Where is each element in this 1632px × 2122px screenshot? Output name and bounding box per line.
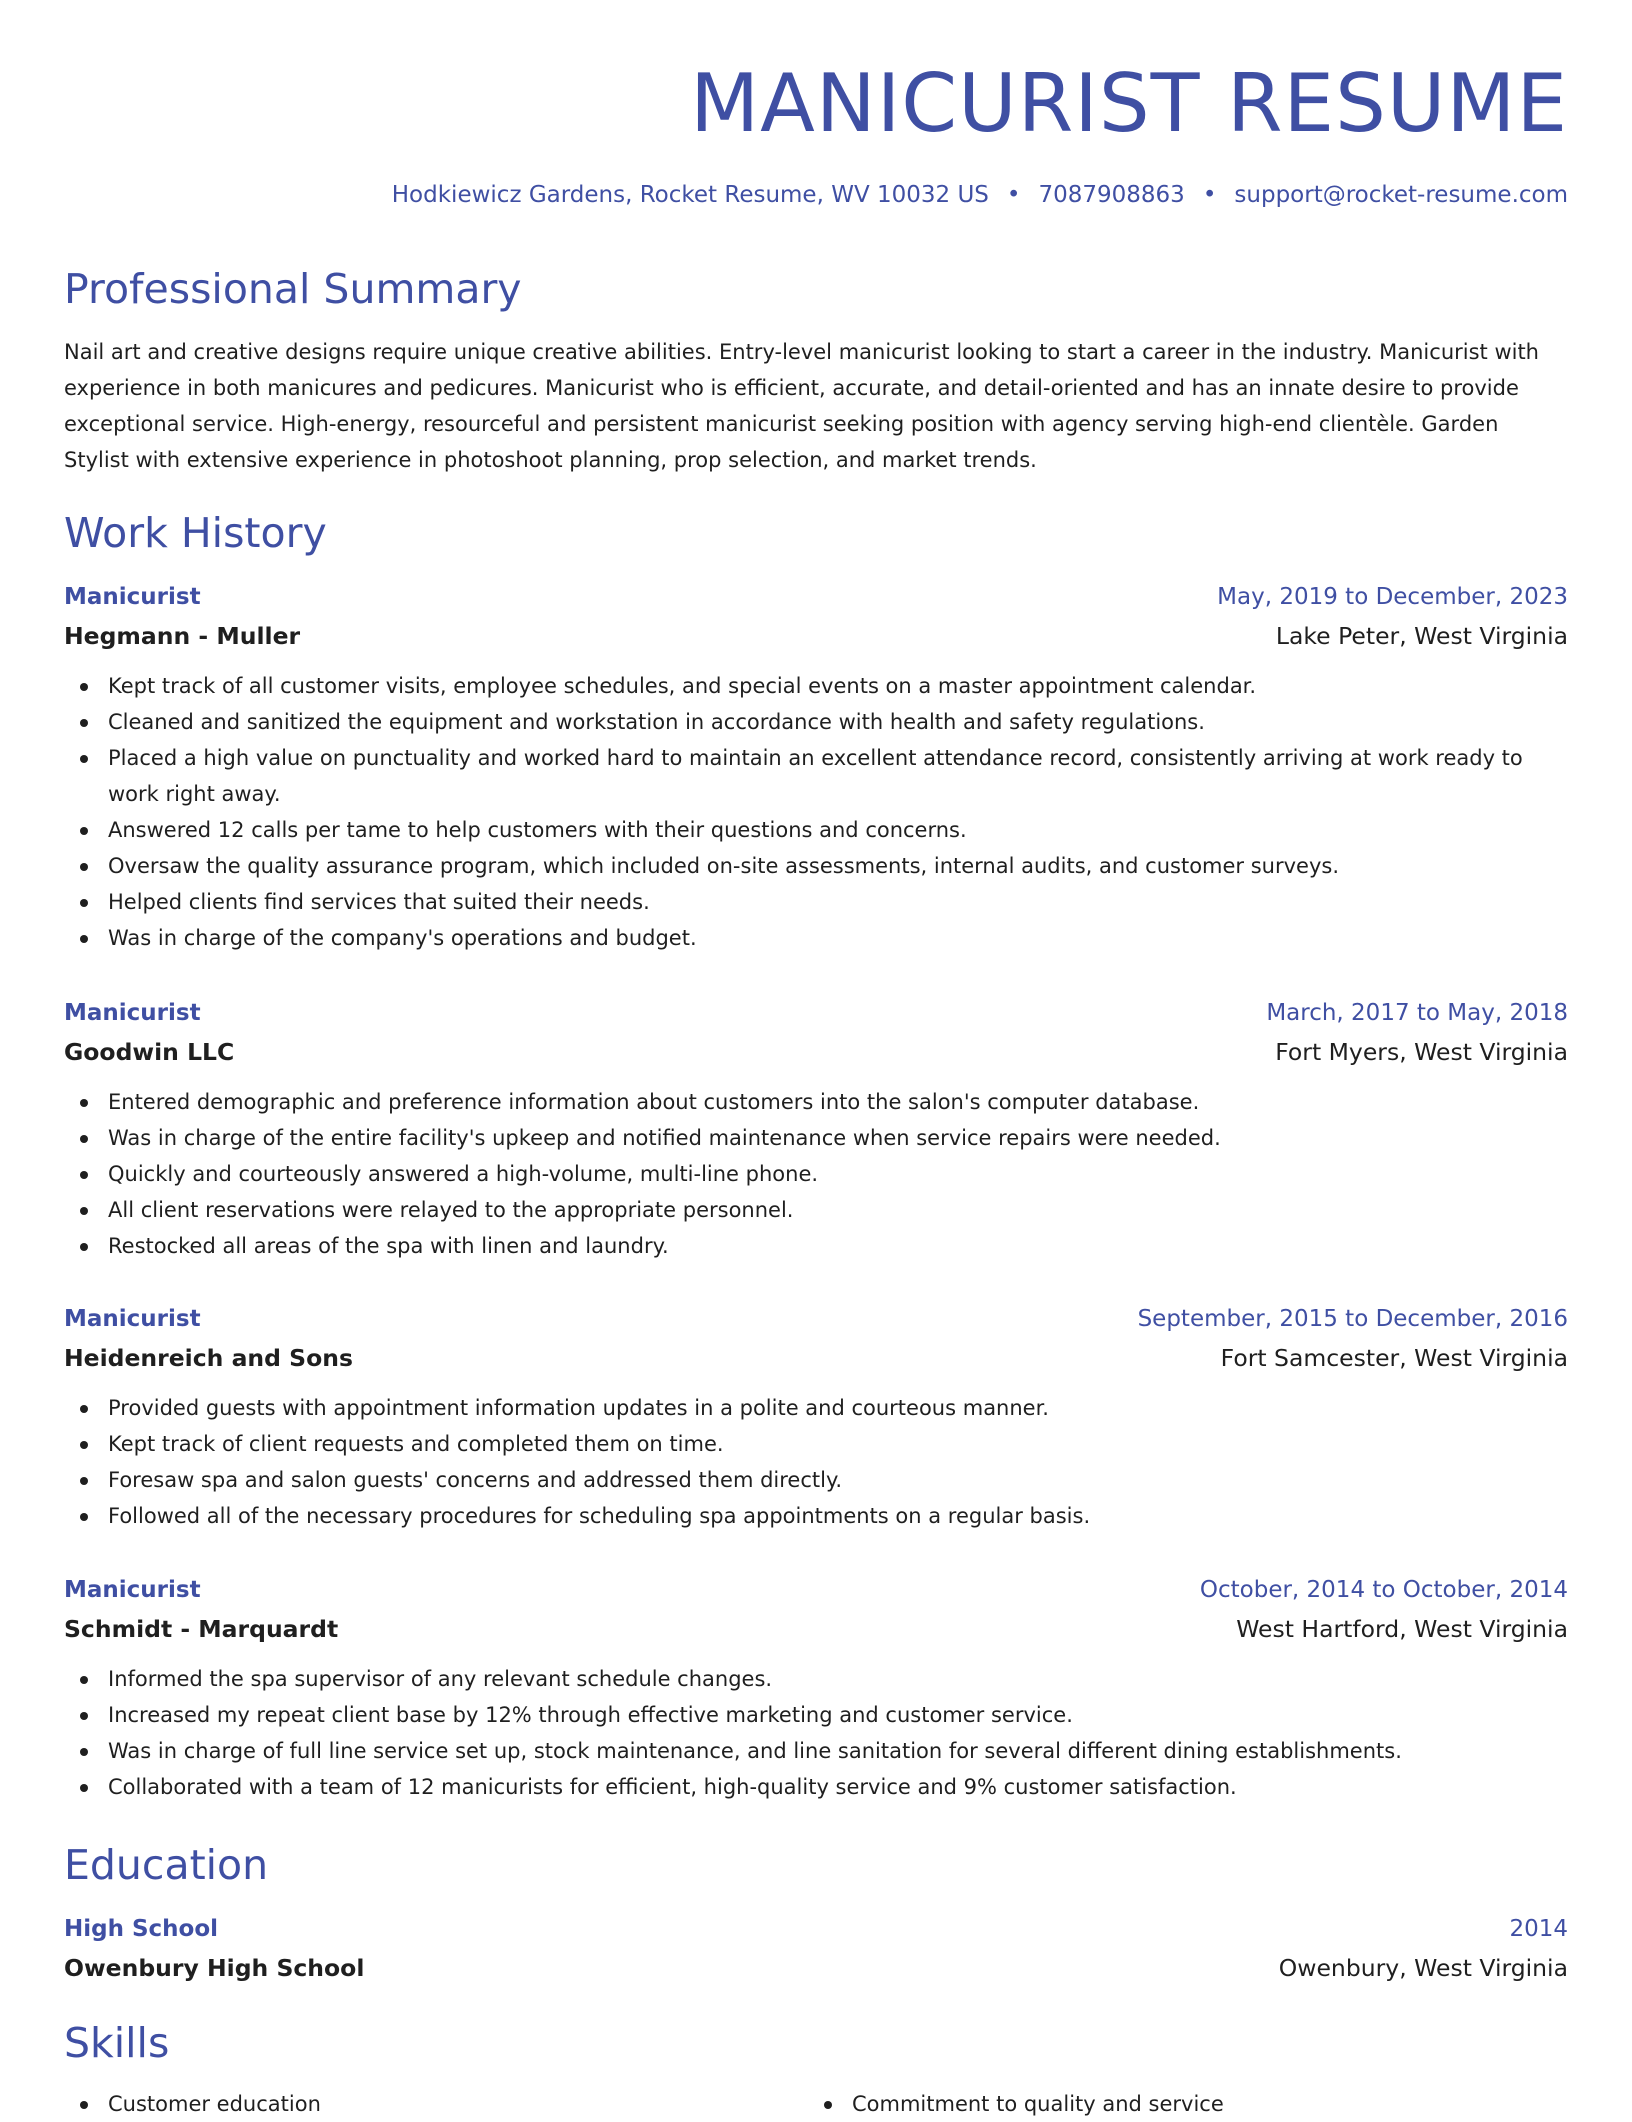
list-item: Foresaw spa and salon guests' concerns and addressed them directly.	[64, 1462, 1568, 1498]
list-item: Was in charge of full line service set up, stock maintenance, and line sanitation for several different dining establishments.	[64, 1733, 1568, 1769]
job-entry	[64, 1303, 1568, 1534]
job-location: Fort Samcester, West Virginia	[1220, 1344, 1568, 1372]
bullet-icon	[80, 1748, 88, 1756]
bullet-icon	[80, 1712, 88, 1720]
job-role: Manicurist	[64, 584, 201, 610]
skill-item: Customer education	[64, 2086, 808, 2122]
skills-column-left	[64, 2086, 808, 2122]
skills-list	[64, 2086, 1568, 2122]
job-company: Heidenreich and Sons	[64, 1344, 353, 1372]
bullet-icon	[80, 1477, 88, 1485]
list-item: Was in charge of the company's operations and budget.	[64, 920, 1568, 956]
job-location: Lake Peter, West Virginia	[1275, 622, 1568, 650]
list-item: Kept track of all customer visits, employee schedules, and special events on a master appointment calendar.	[64, 668, 1568, 704]
bullet-icon	[80, 863, 88, 871]
education-degree: High School	[64, 1916, 219, 1942]
skills-heading: Skills	[64, 2019, 170, 2067]
list-item: Kept track of client requests and completed them on time.	[64, 1426, 1568, 1462]
summary-text: Nail art and creative designs require unique creative abilities. Entry-level manicurist looking to start a career in the industry. Manicurist with experience in both manicures and pedicures. Manicurist who is efficient, accurate, and detail-oriented and has an innate desire to provide exceptional service. High-energy, resourceful and persistent manicurist seeking position with agency serving high-end clientèle. Garden Stylist with extensive experience in photoshoot planning, prop selection, and market trends.	[64, 340, 1539, 472]
bullet-icon	[80, 1171, 88, 1179]
bullet-icon	[80, 1405, 88, 1413]
job-company: Schmidt - Marquardt	[64, 1615, 339, 1643]
contact-line	[64, 180, 1568, 210]
education-entry	[64, 1913, 1568, 1984]
skill-item: Commitment to quality and service	[808, 2086, 1552, 2122]
list-item: Answered 12 calls per tame to help customers with their questions and concerns.	[64, 812, 1568, 848]
skills-column-right	[808, 2086, 1552, 2122]
bullet-icon	[80, 719, 88, 727]
bullet-icon	[80, 935, 88, 943]
summary-heading: Professional Summary	[64, 265, 522, 313]
bullet-icon	[80, 1135, 88, 1143]
list-item: Provided guests with appointment information updates in a polite and courteous manner.	[64, 1390, 1568, 1426]
job-location: West Hartford, West Virginia	[1236, 1615, 1568, 1643]
bullet-icon	[80, 1784, 88, 1792]
education-location: Owenbury, West Virginia	[1278, 1954, 1568, 1982]
contact-phone[interactable]: 7087908863	[1038, 182, 1185, 208]
job-entry	[64, 1574, 1568, 1805]
job-company: Hegmann - Muller	[64, 622, 301, 650]
work-history-heading: Work History	[64, 509, 327, 557]
job-dates: September, 2015 to December, 2016	[1137, 1306, 1568, 1332]
list-item: Followed all of the necessary procedures for scheduling spa appointments on a regular basis.	[64, 1498, 1568, 1534]
list-item: Collaborated with a team of 12 manicurists for efficient, high-quality service and 9% customer satisfaction.	[64, 1769, 1568, 1805]
job-entry	[64, 997, 1568, 1264]
education-school: Owenbury High School	[64, 1954, 365, 1982]
contact-address: Hodkiewicz Gardens, Rocket Resume, WV 10032 US	[391, 182, 989, 208]
resume-page	[64, 0, 1568, 2116]
job-duties-list	[64, 1390, 1568, 1534]
job-dates: March, 2017 to May, 2018	[1266, 1000, 1568, 1026]
list-item: Restocked all areas of the spa with linen and laundry.	[64, 1228, 1568, 1264]
resume-title: MANICURIST RESUME	[690, 57, 1568, 150]
bullet-icon	[80, 899, 88, 907]
bullet-icon	[80, 1513, 88, 1521]
bullet-icon	[80, 1207, 88, 1215]
list-item: Quickly and courteously answered a high-volume, multi-line phone.	[64, 1156, 1568, 1192]
job-role: Manicurist	[64, 1000, 201, 1026]
job-company: Goodwin LLC	[64, 1038, 235, 1066]
bullet-icon	[80, 1099, 88, 1107]
job-dates: May, 2019 to December, 2023	[1217, 584, 1568, 610]
contact-separator: •	[1006, 182, 1021, 208]
job-duties-list	[64, 1084, 1568, 1264]
job-role: Manicurist	[64, 1306, 201, 1332]
bullet-icon	[80, 1676, 88, 1684]
bullet-icon	[80, 1441, 88, 1449]
bullet-icon	[80, 827, 88, 835]
list-item: Oversaw the quality assurance program, which included on-site assessments, internal audits, and customer surveys.	[64, 848, 1568, 884]
bullet-icon	[80, 683, 88, 691]
contact-separator: •	[1202, 182, 1217, 208]
bullet-icon	[80, 1243, 88, 1251]
job-duties-list	[64, 668, 1568, 956]
job-dates: October, 2014 to October, 2014	[1199, 1577, 1568, 1603]
job-entry	[64, 581, 1568, 956]
list-item: Placed a high value on punctuality and worked hard to maintain an excellent attendance record, consistently arriving at work ready to work right away.	[64, 740, 1568, 812]
job-location: Fort Myers, West Virginia	[1275, 1038, 1568, 1066]
list-item: Was in charge of the entire facility's upkeep and notified maintenance when service repairs were needed.	[64, 1120, 1568, 1156]
list-item: All client reservations were relayed to the appropriate personnel.	[64, 1192, 1568, 1228]
education-year: 2014	[1509, 1916, 1568, 1942]
list-item: Increased my repeat client base by 12% through effective marketing and customer service.	[64, 1697, 1568, 1733]
education-heading: Education	[64, 1841, 269, 1889]
job-duties-list	[64, 1661, 1568, 1805]
job-role: Manicurist	[64, 1577, 201, 1603]
bullet-icon	[824, 2101, 832, 2109]
list-item: Entered demographic and preference information about customers into the salon's computer database.	[64, 1084, 1568, 1120]
bullet-icon	[80, 2101, 88, 2109]
contact-email[interactable]: support@rocket-resume.com	[1234, 182, 1568, 208]
list-item: Helped clients find services that suited their needs.	[64, 884, 1568, 920]
bullet-icon	[80, 755, 88, 763]
list-item: Informed the spa supervisor of any relevant schedule changes.	[64, 1661, 1568, 1697]
list-item: Cleaned and sanitized the equipment and workstation in accordance with health and safety regulations.	[64, 704, 1568, 740]
